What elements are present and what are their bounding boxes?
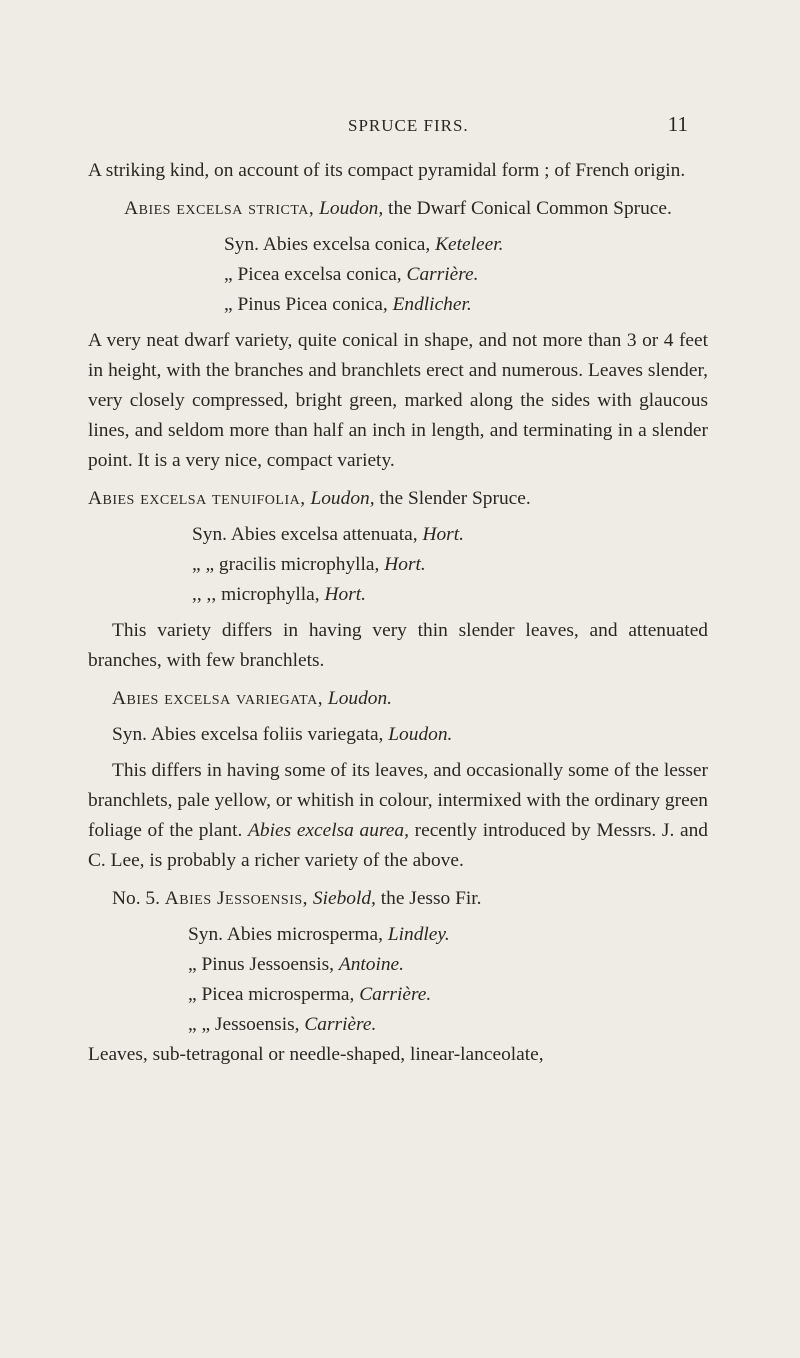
synonym-line — [88, 520, 708, 550]
synonyms-tenuifolia — [88, 520, 708, 610]
synonym-author: Lindley. — [387, 924, 450, 945]
synonym-prefix: „ — [224, 264, 238, 285]
heading-tenuifolia-author: Loudon, — [310, 488, 375, 509]
heading-tenuifolia-name: Abies excelsa tenuifolia, — [88, 488, 306, 509]
heading-stricta — [88, 194, 708, 224]
synonym-prefix: Syn. — [192, 524, 231, 545]
synonym-line — [88, 580, 708, 610]
synonym-author: Hort. — [384, 554, 426, 575]
synonym-prefix: „ — [224, 294, 238, 315]
paragraph-4 — [88, 756, 708, 876]
synonym-line — [88, 230, 708, 260]
heading-variegata — [88, 684, 708, 714]
heading-stricta-rest: the Dwarf Conical Common Spruce. — [383, 198, 672, 219]
heading-jessoensis-name: Abies Jessoensis, — [164, 888, 309, 909]
synonym-line — [88, 980, 708, 1010]
heading-variegata-author: Loudon. — [327, 688, 393, 709]
synonyms-variegata — [88, 720, 708, 750]
synonym-author: Loudon. — [388, 724, 453, 745]
synonym-line — [88, 720, 708, 750]
synonym-prefix: Syn. — [188, 924, 227, 945]
synonym-author: Hort. — [324, 584, 366, 605]
synonym-author: Keteleer. — [435, 234, 504, 255]
synonym-line — [88, 290, 708, 320]
synonym-name: Pinus Jessoensis, — [201, 954, 339, 975]
synonym-name: Jessoensis, — [214, 1014, 305, 1035]
synonym-author: Carrière. — [406, 264, 479, 285]
body-text — [88, 156, 708, 1076]
paragraph-5: Leaves, sub-tetragonal or needle-shaped, linear-lanceolate, — [88, 1044, 544, 1065]
synonym-name: Pinus Picea conica, — [237, 294, 393, 315]
paragraph-2: A very neat dwarf variety, quite conical in shape, and not more than 3 or 4 feet in height, with the branches and branchlets erect and numerous. Leaves slender, very closely compressed, bright green, marked along the sides with glaucous lines, and seldom more than half an inch in length, and terminating in a slender point. It is a very nice, compact variety. — [88, 330, 708, 471]
synonym-prefix: Syn. — [224, 234, 263, 255]
synonym-name: gracilis microphylla, — [218, 554, 385, 575]
heading-jessoensis-author: Siebold, — [312, 888, 376, 909]
synonym-name: Picea microsperma, — [201, 984, 360, 1005]
heading-jessoensis-number: No. 5. — [112, 888, 165, 909]
synonym-name: Abies microsperma, — [226, 924, 388, 945]
synonym-author: Endlicher. — [392, 294, 472, 315]
synonyms-jessoensis — [88, 920, 708, 1040]
synonym-author: Carrière. — [359, 984, 432, 1005]
synonym-line — [88, 920, 708, 950]
synonym-line — [88, 1010, 708, 1040]
paragraph-4-text-b: recently introduced by Messrs. J. and C. Lee, is probably a richer variety of the above. — [88, 820, 708, 871]
synonym-name: Abies excelsa foliis variegata, — [150, 724, 389, 745]
synonym-line — [88, 550, 708, 580]
page-number: 11 — [667, 112, 688, 136]
heading-jessoensis-rest: the Jesso Fir. — [375, 888, 482, 909]
synonym-name: Picea excelsa conica, — [237, 264, 407, 285]
paragraph-1: A striking kind, on account of its compact pyramidal form ; of French origin. — [88, 160, 686, 181]
synonym-author: Carrière. — [304, 1014, 377, 1035]
paragraph-4-italic: Abies excelsa aurea, — [248, 820, 409, 841]
synonym-name: Abies excelsa attenuata, — [230, 524, 423, 545]
synonym-author: Antoine. — [338, 954, 405, 975]
synonym-prefix: ,, ,, — [192, 584, 222, 605]
paragraph-4-text-a: This differs in having some of its leaves, and occasionally some of the lesser branchlets, pale yellow, or whitish in colour, intermixed with the ordinary green foliage of the plant. — [88, 760, 708, 841]
synonym-author: Hort. — [422, 524, 464, 545]
synonym-name: Abies excelsa conica, — [262, 234, 436, 255]
synonyms-stricta — [88, 230, 708, 320]
synonym-prefix: Syn. — [112, 724, 151, 745]
page-header — [0, 112, 800, 142]
synonym-prefix: „ — [188, 954, 202, 975]
heading-variegata-name: Abies excelsa variegata, — [112, 688, 324, 709]
heading-tenuifolia — [88, 484, 708, 514]
running-head: SPRUCE FIRS. — [348, 116, 469, 135]
synonym-name: microphylla, — [221, 584, 325, 605]
heading-stricta-name: Abies excelsa stricta, — [124, 198, 315, 219]
synonym-prefix: „ „ — [192, 554, 219, 575]
paragraph-3: This variety differs in having very thin slender leaves, and attenuated branches, with few branchlets. — [88, 620, 708, 671]
synonym-line — [88, 950, 708, 980]
heading-stricta-author: Loudon, — [319, 198, 384, 219]
synonym-line — [88, 260, 708, 290]
synonym-prefix: „ „ — [188, 1014, 215, 1035]
synonym-prefix: „ — [188, 984, 202, 1005]
heading-tenuifolia-rest: the Slender Spruce. — [374, 488, 531, 509]
heading-jessoensis — [88, 884, 708, 914]
